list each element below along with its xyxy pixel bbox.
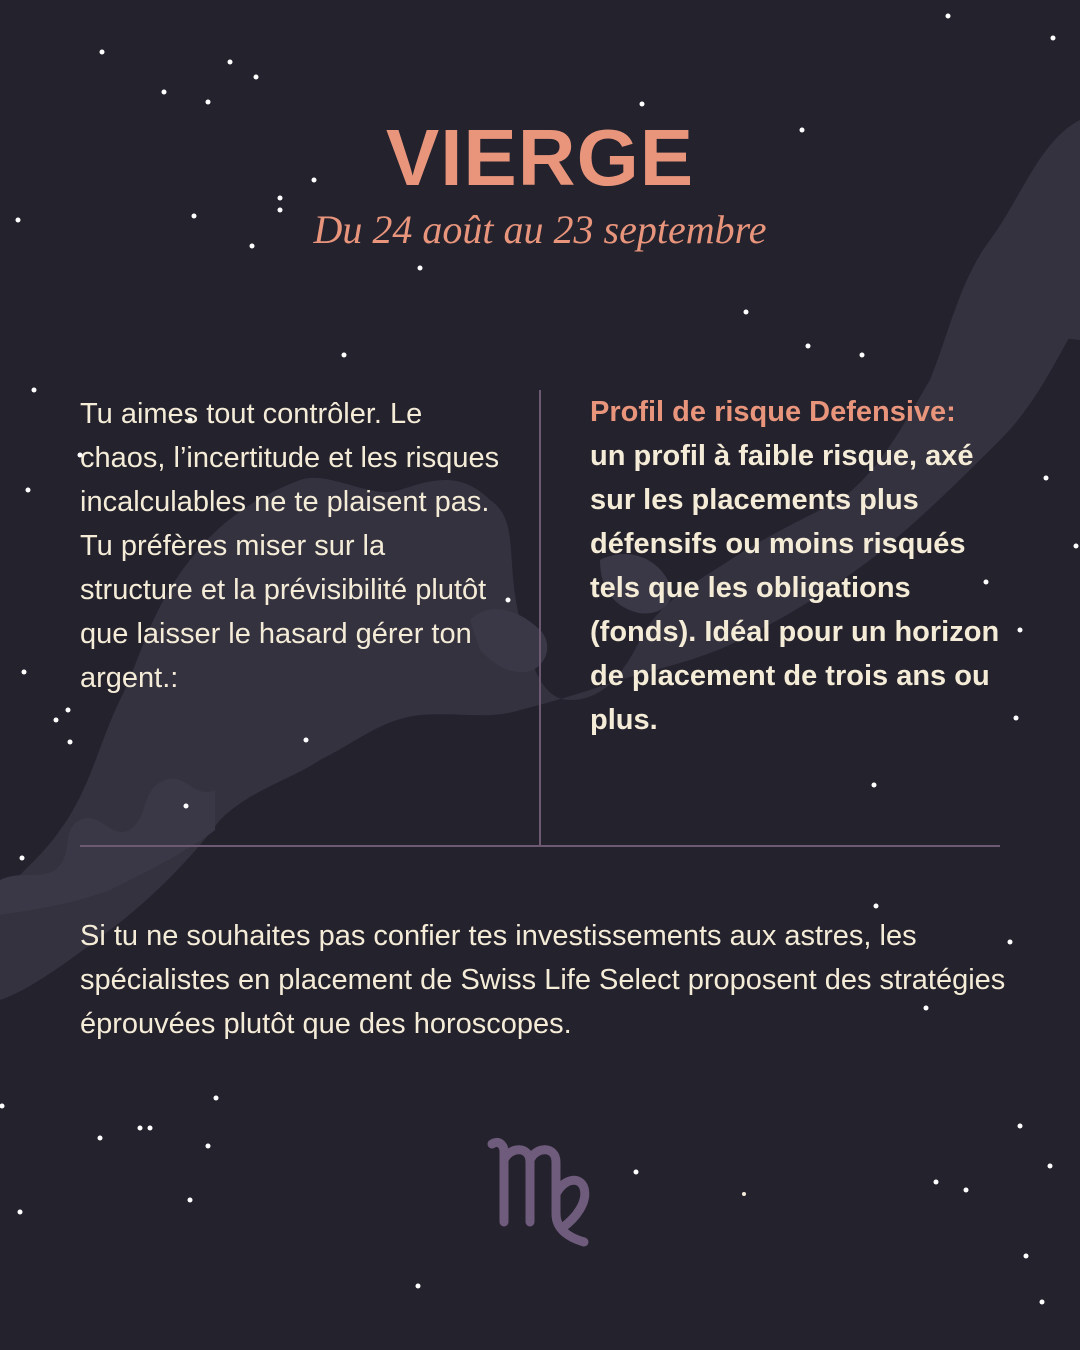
star [138, 1126, 143, 1131]
star [184, 804, 189, 809]
star [228, 60, 233, 65]
risk-profile [590, 390, 1010, 742]
page-title: VIERGE [385, 113, 695, 202]
risk-profile-description: un profil à faible risque, axé sur les placements plus défensifs ou moins risqués tels que les obligations (fonds). Idéal pour un horizon de placement de trois ans ou plus. [590, 440, 1000, 736]
star [1014, 716, 1019, 721]
star [98, 1136, 103, 1141]
star [1040, 1300, 1045, 1305]
star [32, 388, 37, 393]
virgo-sign-icon [480, 1130, 600, 1250]
star [964, 1188, 969, 1193]
star [946, 14, 951, 19]
star [1024, 1254, 1029, 1259]
star [1018, 1124, 1023, 1129]
star [342, 353, 347, 358]
star [934, 1180, 939, 1185]
star [206, 100, 211, 105]
star [418, 266, 423, 271]
star [254, 75, 259, 80]
star [506, 598, 511, 603]
star [148, 1126, 153, 1131]
star [68, 740, 73, 745]
star [1074, 544, 1079, 549]
star [304, 738, 309, 743]
star [26, 488, 31, 493]
star [416, 1284, 421, 1289]
star [1051, 36, 1056, 41]
risk-profile-heading: Profil de risque Defensive: [590, 396, 956, 428]
star [22, 670, 27, 675]
star [744, 310, 749, 315]
star [874, 904, 879, 909]
vertical-divider [539, 390, 541, 846]
star [66, 708, 71, 713]
star [18, 1210, 23, 1215]
star [206, 1144, 211, 1149]
footer-text: Si tu ne souhaites pas confier tes investissements aux astres, les spécialistes en placement de Swiss Life Select proposent des stratégies éprouvées plutôt que des horoscopes. [80, 920, 1006, 1040]
star [188, 1198, 193, 1203]
personality-text: Tu aimes tout contrôler. Le chaos, l’incertitude et les risques incalculables ne te plaisent pas. Tu préfères miser sur la structure et la prévisibilité plutôt que laisser le hasard gérer ton argent.: [80, 398, 500, 694]
star [1048, 1164, 1053, 1169]
star [162, 90, 167, 95]
date-range: Du 24 août au 23 septembre [313, 207, 767, 252]
star [640, 102, 645, 107]
star [20, 856, 25, 861]
star [1018, 628, 1023, 633]
star [742, 1192, 746, 1196]
horizontal-divider [80, 845, 1000, 847]
star [100, 50, 105, 55]
star [214, 1096, 219, 1101]
star [806, 344, 811, 349]
star [1044, 476, 1049, 481]
star [860, 353, 865, 358]
star [872, 783, 877, 788]
star [634, 1170, 639, 1175]
star [54, 718, 59, 723]
